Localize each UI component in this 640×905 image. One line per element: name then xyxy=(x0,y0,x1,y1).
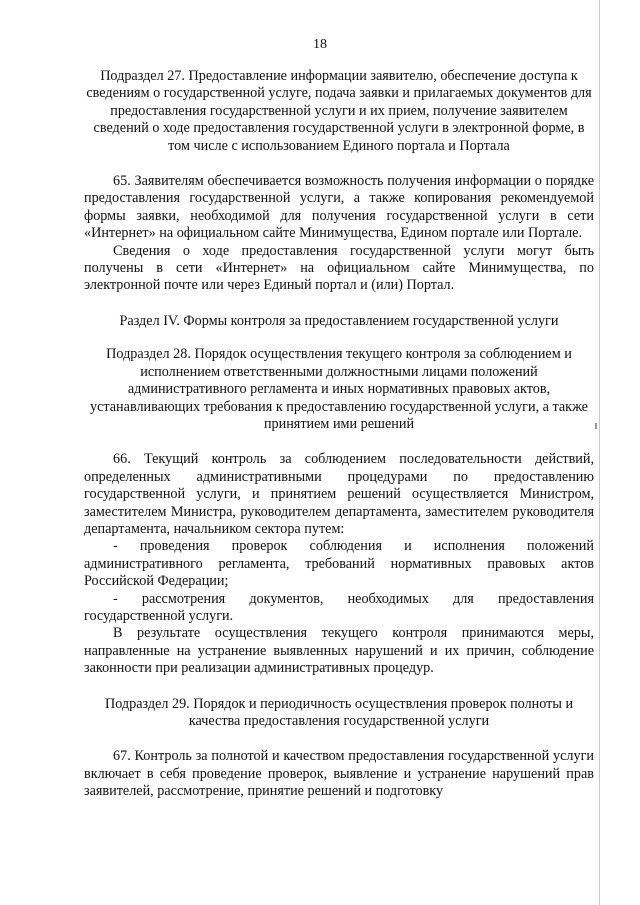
list-item-inspections: - проведения проверок соблюдения и исполнения положений административного регламента, требований нормативных правовых актов Российской Федерации; xyxy=(84,538,594,590)
subsection-27-heading: Подраздел 27. Предоставление информации заявителю, обеспечение доступа к сведениям о государственной услуге, подача заявки и прилагаемых документов для предоставления государственной услуги и их прием, получение заявителем сведений о ходе предоставления государственной услуги в электронной форме, в том числе с использованием Единого портала и Портала xyxy=(86,68,592,154)
paragraph-66: 66. Текущий контроль за соблюдением последовательности действий, определенных административными процедурами по предоставлению государственной услуги, и принятием решений осуществляется Министром, заместителем Министра, руководителем департамента, заместителем руководителя департамента, начальником сектора путем: xyxy=(84,451,594,537)
document-body xyxy=(84,68,594,801)
page-number: 18 xyxy=(313,37,327,52)
scan-edge-line xyxy=(599,0,600,905)
paragraph-66-results: В результате осуществления текущего контроля принимаются меры, направленные на устранение выявленных нарушений и их причин, соблюдение законности при реализации административных процедур. xyxy=(84,625,594,677)
paragraph-65-status-info: Сведения о ходе предоставления государственной услуги могут быть получены в сети «Интернет» на официальном сайте Минимущества, по электронной почте или через Единый портал и (или) Портал. xyxy=(84,242,594,294)
paragraph-67: 67. Контроль за полнотой и качеством предоставления государственной услуги включает в себя проведение проверок, выявление и устранение нарушений прав заявителей, рассмотрение, принятие решений и подготовку xyxy=(84,748,594,800)
subsection-28-heading: Подраздел 28. Порядок осуществления текущего контроля за соблюдением и исполнением ответственными должностными лицами положений административного регламента и иных нормативных правовых актов, устанавливающих требования к предоставлению государственной услуги, а также принятием ими решений xyxy=(90,346,588,432)
section-iv-heading: Раздел IV. Формы контроля за предоставлением государственной услуги xyxy=(119,312,559,329)
paragraph-65: 65. Заявителям обеспечивается возможность получения информации о порядке предоставления государственной услуги, а также копирования рекомендуемой формы заявки, необходимой для получения государственной услуги в сети «Интернет» на официальном сайте Минимущества, Едином портале или Портале. xyxy=(84,173,594,242)
scan-artifact-mark xyxy=(595,423,597,429)
subsection-29-heading: Подраздел 29. Порядок и периодичность осуществления проверок полноты и качества предоставления государственной услуги xyxy=(104,695,574,729)
list-item-document-review: - рассмотрения документов, необходимых для предоставления государственной услуги. xyxy=(84,590,594,624)
